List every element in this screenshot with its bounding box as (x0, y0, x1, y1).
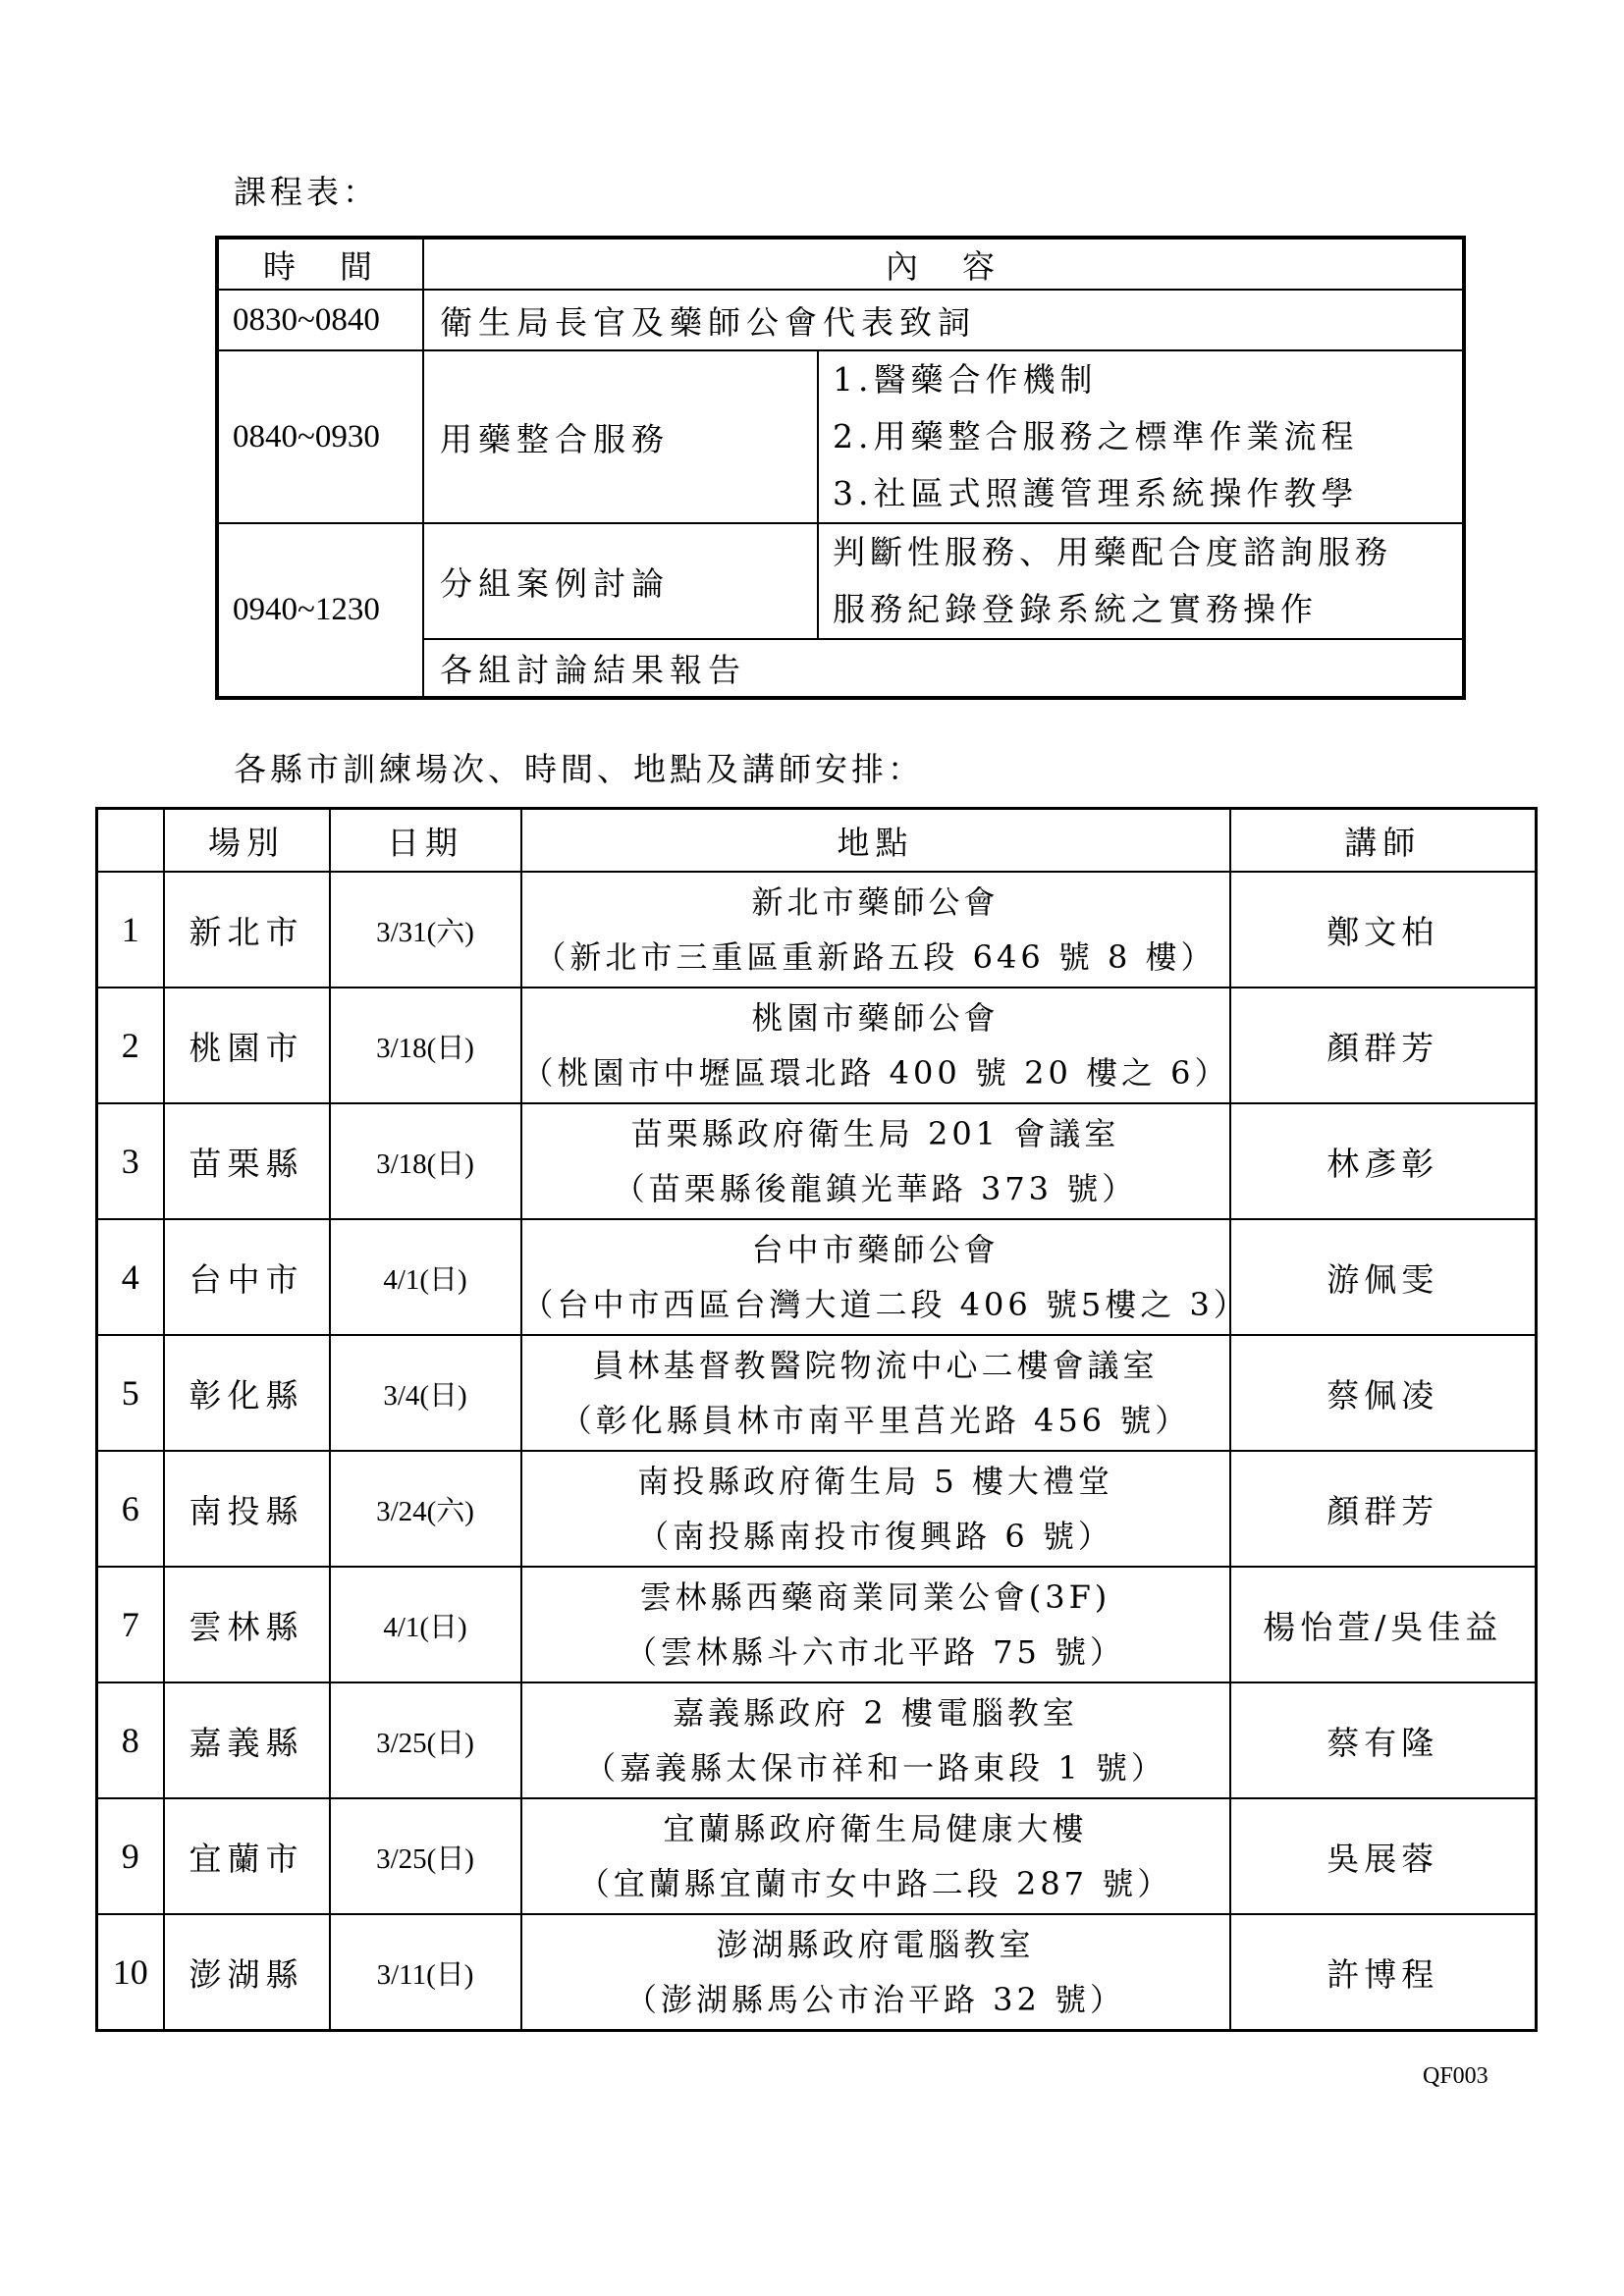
row-number: 7 (97, 1567, 164, 1682)
sessions-table (95, 807, 1538, 2032)
schedule-time: 0840~0930 (217, 350, 423, 523)
table-row (97, 1451, 1537, 1567)
table-row (97, 1103, 1537, 1219)
row-number: 3 (97, 1103, 164, 1219)
schedule-item: 3.社區式照護管理系統操作教學 (833, 474, 1359, 512)
schedule-item: 2.用藥整合服務之標準作業流程 (833, 417, 1359, 455)
row-city: 新北市 (164, 872, 330, 988)
row-city: 苗栗縣 (164, 1103, 330, 1219)
row-date: 3/11(日) (330, 1914, 521, 2031)
row-speaker: 顏群芳 (1230, 1451, 1537, 1567)
row-date: 3/18(日) (330, 988, 521, 1103)
venue-address: （澎湖縣馬公市治平路 32 號） (624, 1981, 1126, 2018)
row-venue (521, 1335, 1230, 1451)
table-row (97, 1914, 1537, 2031)
schedule-title: 分組案例討論 (423, 523, 818, 639)
row-city: 桃園市 (164, 988, 330, 1103)
schedule-title: 用藥整合服務 (423, 350, 818, 523)
schedule-items (818, 350, 1464, 523)
schedule-table (215, 236, 1466, 700)
row-number: 9 (97, 1798, 164, 1914)
row-speaker: 蔡佩凌 (1230, 1335, 1537, 1451)
row-city: 澎湖縣 (164, 1914, 330, 2031)
venue-name: 苗栗縣政府衛生局 201 會議室 (630, 1115, 1120, 1152)
row-number: 5 (97, 1335, 164, 1451)
table-row (97, 872, 1537, 988)
row-speaker: 林彥彰 (1230, 1103, 1537, 1219)
row-number: 6 (97, 1451, 164, 1567)
row-date: 4/1(日) (330, 1219, 521, 1335)
venue-address: （南投縣南投市復興路 6 號） (637, 1518, 1113, 1555)
header-session: 場別 (164, 809, 330, 873)
row-number: 2 (97, 988, 164, 1103)
row-venue (521, 1219, 1249, 1335)
row-date: 3/31(六) (330, 872, 521, 988)
row-number: 8 (97, 1682, 164, 1798)
row-date: 4/1(日) (330, 1567, 521, 1682)
schedule-title: 衛生局長官及藥師公會代表致詞 (423, 290, 1464, 350)
row-speaker: 吳展蓉 (1230, 1798, 1537, 1914)
venue-name: 雲林縣西藥商業同業公會(3F) (639, 1578, 1111, 1616)
venue-address: （苗栗縣後龍鎮光華路 373 號） (613, 1170, 1138, 1207)
venue-address: （彰化縣員林市南平里莒光路 456 號） (560, 1402, 1191, 1439)
document-code: QF003 (1423, 2063, 1489, 2089)
schedule-header-content: 內 容 (423, 238, 1464, 290)
venue-name: 宜蘭縣政府衛生局健康大樓 (663, 1810, 1088, 1847)
row-venue (521, 1451, 1230, 1567)
row-city: 雲林縣 (164, 1567, 330, 1682)
header-venue: 地點 (521, 809, 1230, 873)
row-city: 南投縣 (164, 1451, 330, 1567)
row-speaker: 蔡有隆 (1230, 1682, 1537, 1798)
header-date: 日期 (330, 809, 521, 873)
row-speaker: 許博程 (1230, 1914, 1537, 2031)
row-city: 彰化縣 (164, 1335, 330, 1451)
header-no (97, 809, 164, 873)
venue-name: 澎湖縣政府電腦教室 (716, 1926, 1035, 1963)
schedule-item: 1.醫藥合作機制 (833, 360, 1098, 399)
venue-address: （桃園市中壢區環北路 400 號 20 樓之 6） (521, 1054, 1230, 1092)
row-venue (521, 1567, 1230, 1682)
schedule-time: 0830~0840 (217, 290, 423, 350)
schedule-heading: 課程表： (234, 173, 379, 211)
table-row (97, 988, 1537, 1103)
sessions-header-row (97, 809, 1537, 873)
schedule-title: 各組討論結果報告 (423, 639, 1464, 698)
schedule-row (217, 290, 1464, 350)
row-date: 3/24(六) (330, 1451, 521, 1567)
row-speaker: 楊怡萱/吳佳益 (1230, 1567, 1537, 1682)
row-date: 3/25(日) (330, 1682, 521, 1798)
schedule-header-row (217, 238, 1464, 290)
venue-name: 新北市藥師公會 (751, 883, 1000, 921)
row-city: 台中市 (164, 1219, 330, 1335)
row-date: 3/18(日) (330, 1103, 521, 1219)
row-date: 3/4(日) (330, 1335, 521, 1451)
row-venue (521, 1914, 1230, 2031)
schedule-items (818, 523, 1464, 639)
table-row (97, 1682, 1537, 1798)
venue-name: 嘉義縣政府 2 樓電腦教室 (673, 1694, 1078, 1732)
row-number: 1 (97, 872, 164, 988)
row-date: 3/25(日) (330, 1798, 521, 1914)
row-number: 4 (97, 1219, 164, 1335)
venue-name: 南投縣政府衛生局 5 樓大禮堂 (637, 1463, 1113, 1500)
row-city: 嘉義縣 (164, 1682, 330, 1798)
row-speaker: 顏群芳 (1230, 988, 1537, 1103)
row-city: 宜蘭市 (164, 1798, 330, 1914)
schedule-time: 0940~1230 (217, 523, 423, 698)
table-row (97, 1335, 1537, 1451)
table-row (97, 1567, 1537, 1682)
sessions-heading: 各縣市訓練場次、時間、地點及講師安排： (234, 750, 924, 788)
row-speaker: 游佩雯 (1230, 1219, 1537, 1335)
schedule-item: 判斷性服務、用藥配合度諮詢服務 (833, 533, 1392, 571)
row-venue (521, 1682, 1230, 1798)
row-venue (521, 1798, 1230, 1914)
schedule-item: 服務紀錄登錄系統之實務操作 (833, 590, 1318, 628)
venue-address: （嘉義縣太保市祥和一路東段 1 號） (584, 1749, 1166, 1787)
venue-address: （宜蘭縣宜蘭市女中路二段 287 號） (577, 1865, 1173, 1902)
row-venue (521, 872, 1230, 988)
schedule-row (217, 523, 1464, 639)
table-row (97, 1219, 1537, 1335)
venue-name: 桃園市藥師公會 (751, 999, 1000, 1037)
venue-name: 員林基督教醫院物流中心二樓會議室 (592, 1347, 1159, 1384)
row-venue (521, 988, 1230, 1103)
header-speaker: 講師 (1230, 809, 1537, 873)
schedule-row (217, 350, 1464, 523)
row-speaker: 鄭文柏 (1230, 872, 1537, 988)
venue-address: （台中市西區台灣大道二段 406 號5樓之 3） (521, 1286, 1249, 1323)
venue-name: 台中市藥師公會 (751, 1231, 1000, 1268)
venue-address: （雲林縣斗六市北平路 75 號） (624, 1633, 1126, 1671)
venue-address: （新北市三重區重新路五段 646 號 8 樓） (534, 938, 1217, 976)
table-row (97, 1798, 1537, 1914)
schedule-header-time: 時 間 (217, 238, 423, 290)
row-number: 10 (97, 1914, 164, 2031)
row-venue (521, 1103, 1230, 1219)
